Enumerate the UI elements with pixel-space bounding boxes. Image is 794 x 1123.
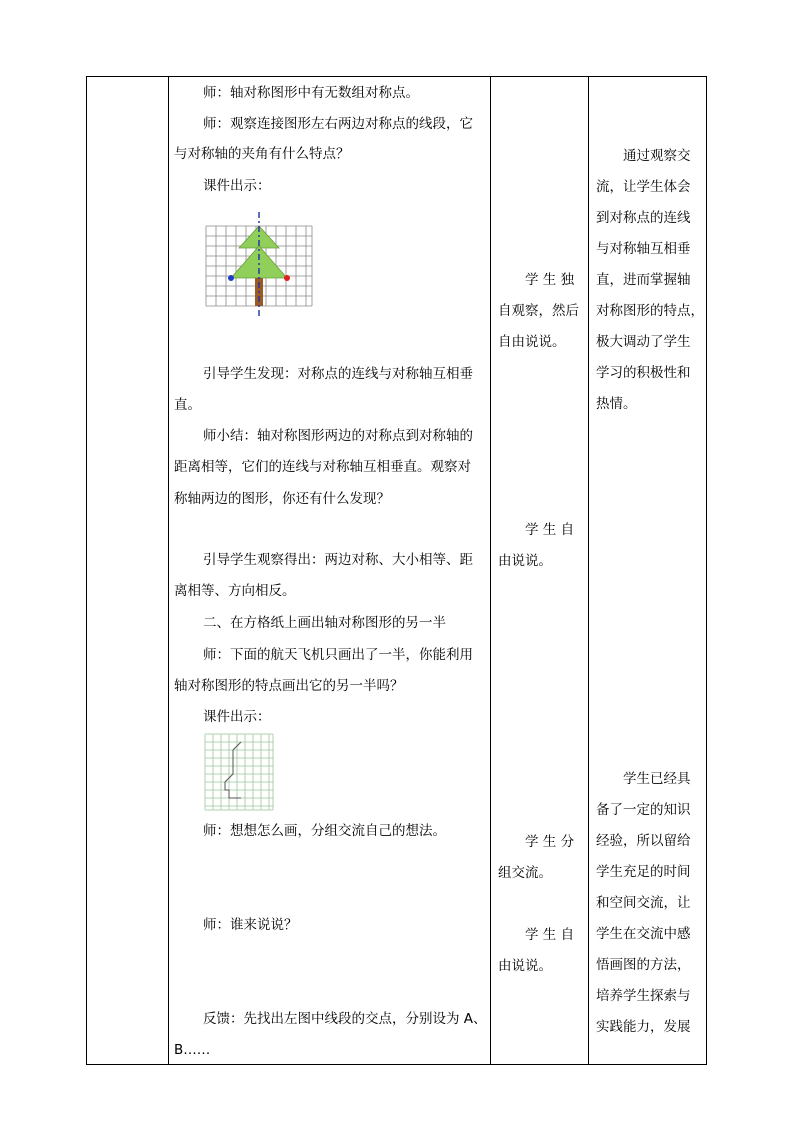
intent-text: 直，进而掌握轴 <box>596 272 691 288</box>
teacher-text: 师：想想怎么画，分组交流自己的想法。 <box>203 823 446 839</box>
teacher-text: 师：下面的航天飞机只画出了一半，你能利用 <box>203 647 473 663</box>
half-shuttle-figure <box>204 733 274 811</box>
teacher-text: 距离相等，它们的连线与对称轴互相垂直。观察对 <box>174 459 471 475</box>
student-text: 组交流。 <box>498 865 552 881</box>
intent-text: 学生已经具 <box>623 771 691 787</box>
section-heading: 二、在方格纸上画出轴对称图形的另一半 <box>203 615 446 631</box>
intent-text: 极大调动了学生 <box>596 334 691 350</box>
teacher-text: 轴对称图形的特点画出它的另一半吗？ <box>174 678 404 694</box>
intent-text: 经验，所以留给 <box>596 833 691 849</box>
student-text: 学 生 分 <box>525 834 575 850</box>
teacher-text: 反馈：先找出左图中线段的交点，分别设为 A、 <box>203 1011 487 1027</box>
student-text: 由说说。 <box>498 553 552 569</box>
teacher-text: 课件出示： <box>203 178 271 194</box>
teacher-text: 引导学生发现：对称点的连线与对称轴互相垂 <box>203 366 473 382</box>
student-text: 学 生 自 <box>525 927 575 943</box>
teacher-text: 课件出示： <box>203 709 271 725</box>
teacher-text: 师：观察连接图形左右两边对称点的线段，它 <box>203 116 473 132</box>
intent-text: 学生在交流中感 <box>596 926 691 942</box>
intent-text: 悟画图的方法， <box>596 957 691 973</box>
student-text: 学 生 自 <box>525 522 575 538</box>
student-text: 学 生 独 <box>525 272 575 288</box>
intent-text: 热情。 <box>596 396 637 412</box>
intent-text: 培养学生探索与 <box>596 988 691 1004</box>
student-text: 自观察，然后 <box>498 303 579 319</box>
teacher-text: 师：轴对称图形中有无数组对称点。 <box>203 85 419 101</box>
intent-text: 学生充足的时间 <box>596 864 691 880</box>
teacher-text: 引导学生观察得出：两边对称、大小相等、距 <box>203 552 473 568</box>
teacher-text: 称轴两边的图形，你还有什么发现？ <box>174 491 390 507</box>
intent-text: 学习的积极性和 <box>596 365 691 381</box>
teacher-text: 与对称轴的夹角有什么特点？ <box>174 146 350 162</box>
tree-symmetry-figure <box>204 210 316 318</box>
teacher-text: 师小结：轴对称图形两边的对称点到对称轴的 <box>203 428 473 444</box>
teacher-text: 师：谁来说说？ <box>203 917 298 933</box>
teacher-text: 直。 <box>174 397 201 413</box>
column-divider-3 <box>588 76 589 1065</box>
intent-text: 通过观察交 <box>623 148 691 164</box>
intent-text: 和空间交流，让 <box>596 895 691 911</box>
student-text: 由说说。 <box>498 958 552 974</box>
intent-text: 实践能力，发展 <box>596 1019 691 1035</box>
intent-text: 与对称轴互相垂 <box>596 241 691 257</box>
column-divider-2 <box>490 76 491 1065</box>
teacher-text: B…… <box>174 1042 211 1058</box>
intent-text: 到对称点的连线 <box>596 210 691 226</box>
column-divider-1 <box>168 76 169 1065</box>
intent-text: 流，让学生体会 <box>596 179 691 195</box>
intent-text: 备了一定的知识 <box>596 802 691 818</box>
student-text: 自由说说。 <box>498 334 566 350</box>
teacher-text: 离相等、方向相反。 <box>174 583 296 599</box>
intent-text: 对称图形的特点， <box>596 303 704 319</box>
